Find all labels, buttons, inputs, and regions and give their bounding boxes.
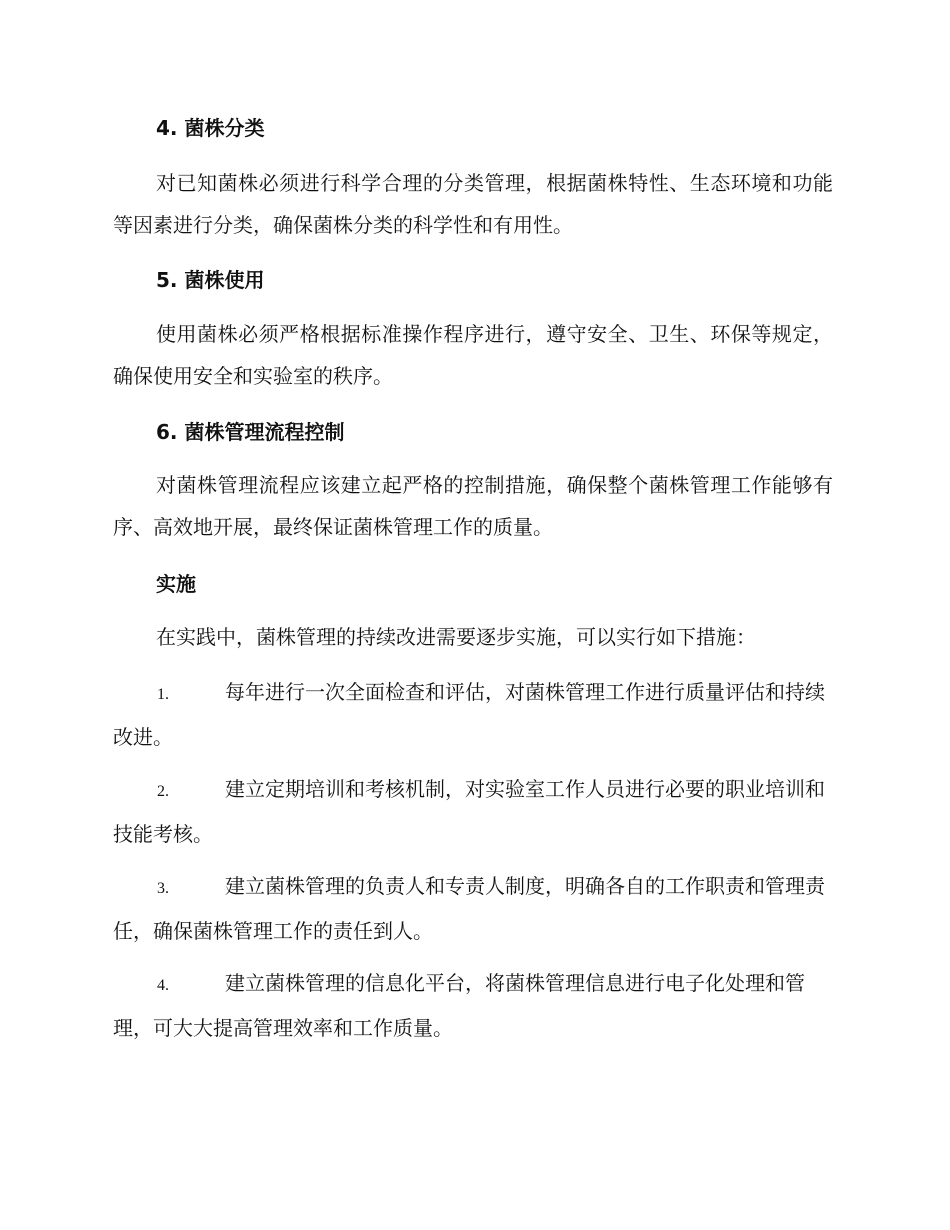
list-item-text: 建立定期培训和考核机制，对实验室工作人员进行必要的职业培训和技能考核。: [113, 777, 825, 846]
list-item-number: 3.: [157, 880, 169, 897]
section-heading-implementation: 实施: [156, 572, 196, 596]
section-heading-strain-classification: 4. 菌株分类: [156, 116, 265, 140]
list-item: [113, 865, 833, 952]
list-item-text: 建立菌株管理的信息化平台，将菌株管理信息进行电子化处理和管理，可大大提高管理效率和工作质量。: [113, 971, 805, 1040]
section-heading-strain-usage: 5. 菌株使用: [156, 268, 265, 292]
list-item-number: 4.: [157, 977, 169, 994]
list-item: [113, 671, 833, 758]
list-item-number: 1.: [157, 686, 169, 703]
list-item-text: 建立菌株管理的负责人和专责人制度，明确各自的工作职责和管理责任，确保菌株管理工作的责任到人。: [113, 874, 825, 943]
section-body-process-control: 对菌株管理流程应该建立起严格的控制措施，确保整个菌株管理工作能够有序、高效地开展，最终保证菌株管理工作的质量。: [113, 473, 833, 539]
section-body-strain-classification: 对已知菌株必须进行科学合理的分类管理，根据菌株特性、生态环境和功能等因素进行分类，确保菌株分类的科学性和有用性。: [113, 171, 833, 237]
list-item: [113, 962, 833, 1049]
section-heading-process-control: 6. 菌株管理流程控制: [156, 420, 345, 444]
implementation-intro: 在实践中，菌株管理的持续改进需要逐步实施，可以实行如下措施：: [156, 625, 756, 649]
list-item-number: 2.: [157, 783, 169, 800]
list-item-text: 每年进行一次全面检查和评估，对菌株管理工作进行质量评估和持续改进。: [113, 680, 825, 749]
list-item: [113, 768, 833, 855]
section-body-strain-usage: 使用菌株必须严格根据标准操作程序进行，遵守安全、卫生、环保等规定，确保使用安全和实验室的秩序。: [113, 322, 833, 388]
